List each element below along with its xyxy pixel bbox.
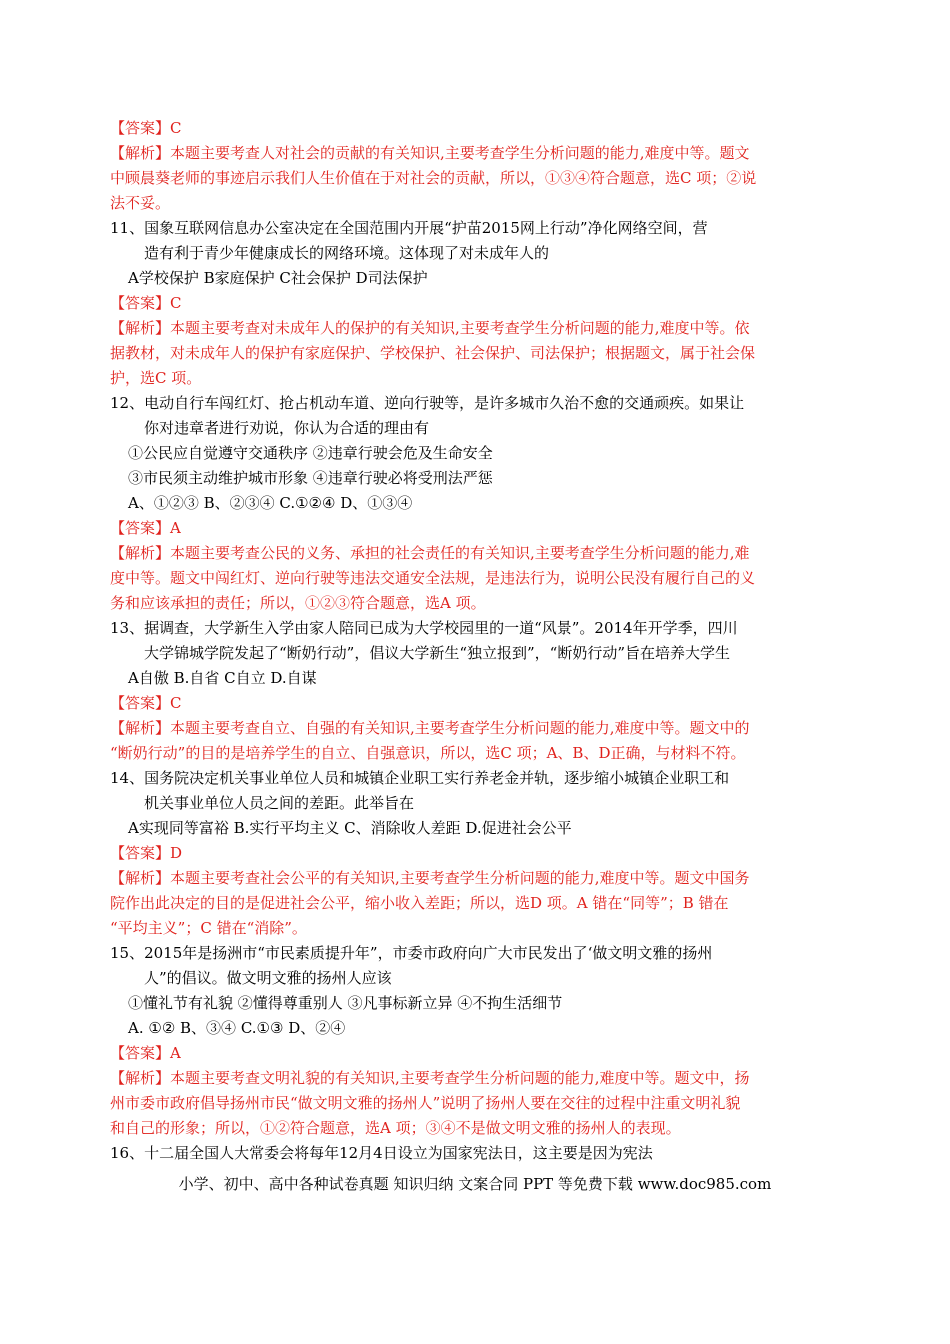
analysis-line: 【解析】本题主要考查文明礼貌的有关知识,主要考查学生分析问题的能力,难度中等。题文中，扬 bbox=[110, 1069, 750, 1087]
question-line: 机关事业单位人员之间的差距。此举旨在 bbox=[144, 794, 415, 812]
question-line: A、①②③ B、②③④ C.①②④ D、①③④ bbox=[128, 494, 413, 512]
analysis-line: 和自己的形象；所以，①②符合题意，选A 项；③④不是做文明文雅的扬州人的表现。 bbox=[110, 1119, 681, 1137]
answer-block bbox=[110, 1041, 840, 1066]
question-line: A学校保护 B家庭保护 C社会保护 D司法保护 bbox=[128, 269, 428, 287]
answer-line: 【答案】C bbox=[110, 294, 182, 312]
question-block bbox=[110, 1141, 840, 1166]
question-block bbox=[110, 941, 840, 1041]
analysis-block bbox=[110, 1066, 840, 1141]
analysis-line: 护，选C 项。 bbox=[110, 369, 202, 387]
question-line: 13、据调查，大学新生入学由家人陪同已成为大学校园里的一道“风景”。2014年开学季，四川 bbox=[110, 619, 738, 637]
answer-block bbox=[110, 291, 840, 316]
answer-block bbox=[110, 691, 840, 716]
analysis-line: 度中等。题文中闯红灯、逆向行驶等违法交通安全法规，是违法行为，说明公民没有履行自己的义 bbox=[110, 569, 756, 587]
analysis-line: 州市委市政府倡导扬州市民“做文明文雅的扬州人”说明了扬州人要在交往的过程中注重文明礼貌 bbox=[110, 1094, 741, 1112]
question-line: 你对违章者进行劝说，你认为合适的理由有 bbox=[144, 419, 430, 437]
analysis-line: “断奶行动”的目的是培养学生的自立、自强意识，所以，选C 项；A、B、D正确，与材料不符。 bbox=[110, 744, 746, 762]
question-line: ③市民须主动维护城市形象 ④违章行驶必将受刑法严惩 bbox=[128, 469, 493, 487]
analysis-block bbox=[110, 541, 840, 616]
question-line: A实现同等富裕 B.实行平均主义 C、消除收人差距 D.促进社会公平 bbox=[128, 819, 572, 837]
analysis-block bbox=[110, 716, 840, 766]
analysis-block bbox=[110, 141, 840, 216]
question-block bbox=[110, 616, 840, 691]
exam-content bbox=[110, 116, 840, 1166]
answer-line: 【答案】A bbox=[110, 1044, 181, 1062]
answer-block bbox=[110, 116, 840, 141]
answer-block bbox=[110, 516, 840, 541]
question-block bbox=[110, 216, 840, 291]
answer-line: 【答案】C bbox=[110, 119, 182, 137]
analysis-block bbox=[110, 866, 840, 941]
question-line: 16、十二届全国人大常委会将每年12月4日设立为国家宪法日，这主要是因为宪法 bbox=[110, 1144, 653, 1162]
question-block bbox=[110, 766, 840, 841]
analysis-line: 院作出此决定的目的是促进社会公平，缩小收入差距；所以，选D 项。A 错在“同等”；B 错在 bbox=[110, 894, 729, 912]
question-line: 大学锦城学院发起了“断奶行动”，倡议大学新生“独立报到”，“断奶行动”旨在培养大学生 bbox=[144, 644, 731, 662]
question-line: ①懂礼节有礼貌 ②懂得尊重别人 ③凡事标新立异 ④不拘生活细节 bbox=[128, 994, 563, 1012]
analysis-line: “平均主义”；C 错在“消除”。 bbox=[110, 919, 307, 937]
question-line: 14、国务院决定机关事业单位人员和城镇企业职工实行养老金并轨，逐步缩小城镇企业职工和 bbox=[110, 769, 730, 787]
analysis-line: 据教材，对未成年人的保护有家庭保护、学校保护、社会保护、司法保护；根据题文，属于社会保 bbox=[110, 344, 756, 362]
analysis-line: 中顾晨葵老师的事迹启示我们人生价值在于对社会的贡献，所以，①③④符合题意，选C 项；②说 bbox=[110, 169, 757, 187]
answer-line: 【答案】D bbox=[110, 844, 183, 862]
analysis-line: 【解析】本题主要考查对未成年人的保护的有关知识,主要考查学生分析问题的能力,难度中等。依 bbox=[110, 319, 750, 337]
analysis-line: 【解析】本题主要考查社会公平的有关知识,主要考查学生分析问题的能力,难度中等。题文中国务 bbox=[110, 869, 750, 887]
question-line: 人”的倡议。做文明文雅的扬州人应该 bbox=[144, 969, 392, 987]
page-footer: 小学、初中、高中各种试卷真题 知识归纳 文案合同 PPT 等免费下载 www.doc985.com bbox=[178, 1175, 772, 1193]
question-line: 11、国象互联网信息办公室决定在全国范围内开展“护苗2015网上行动”净化网络空间，营 bbox=[110, 219, 708, 237]
question-line: 12、电动自行车闯红灯、抢占机动车道、逆向行驶等，是许多城市久治不愈的交通顽疾。如果让 bbox=[110, 394, 745, 412]
analysis-line: 法不妥。 bbox=[110, 194, 171, 212]
analysis-line: 【解析】本题主要考查公民的义务、承担的社会责任的有关知识,主要考查学生分析问题的能力,难 bbox=[110, 544, 750, 562]
analysis-line: 【解析】本题主要考查人对社会的贡献的有关知识,主要考查学生分析问题的能力,难度中等。题文 bbox=[110, 144, 750, 162]
analysis-line: 【解析】本题主要考查自立、自强的有关知识,主要考查学生分析问题的能力,难度中等。题文中的 bbox=[110, 719, 750, 737]
answer-line: 【答案】C bbox=[110, 694, 182, 712]
answer-block bbox=[110, 841, 840, 866]
answer-line: 【答案】A bbox=[110, 519, 181, 537]
question-line: 15、2015年是扬洲市“市民素质提升年”，市委市政府向广大市民发出了‘做文明文雅的扬州 bbox=[110, 944, 713, 962]
question-line: A. ①② B、③④ C.①③ D、②④ bbox=[128, 1019, 346, 1037]
analysis-block bbox=[110, 316, 840, 391]
question-block bbox=[110, 391, 840, 516]
question-line: A自傲 B.自省 C自立 D.自谋 bbox=[128, 669, 317, 687]
question-line: ①公民应自觉遵守交通秩序 ②违章行驶会危及生命安全 bbox=[128, 444, 493, 462]
question-line: 造有利于青少年健康成长的网络环境。这体现了对未成年人的 bbox=[144, 244, 550, 262]
analysis-line: 务和应该承担的责任；所以，①②③符合题意，选A 项。 bbox=[110, 594, 486, 612]
